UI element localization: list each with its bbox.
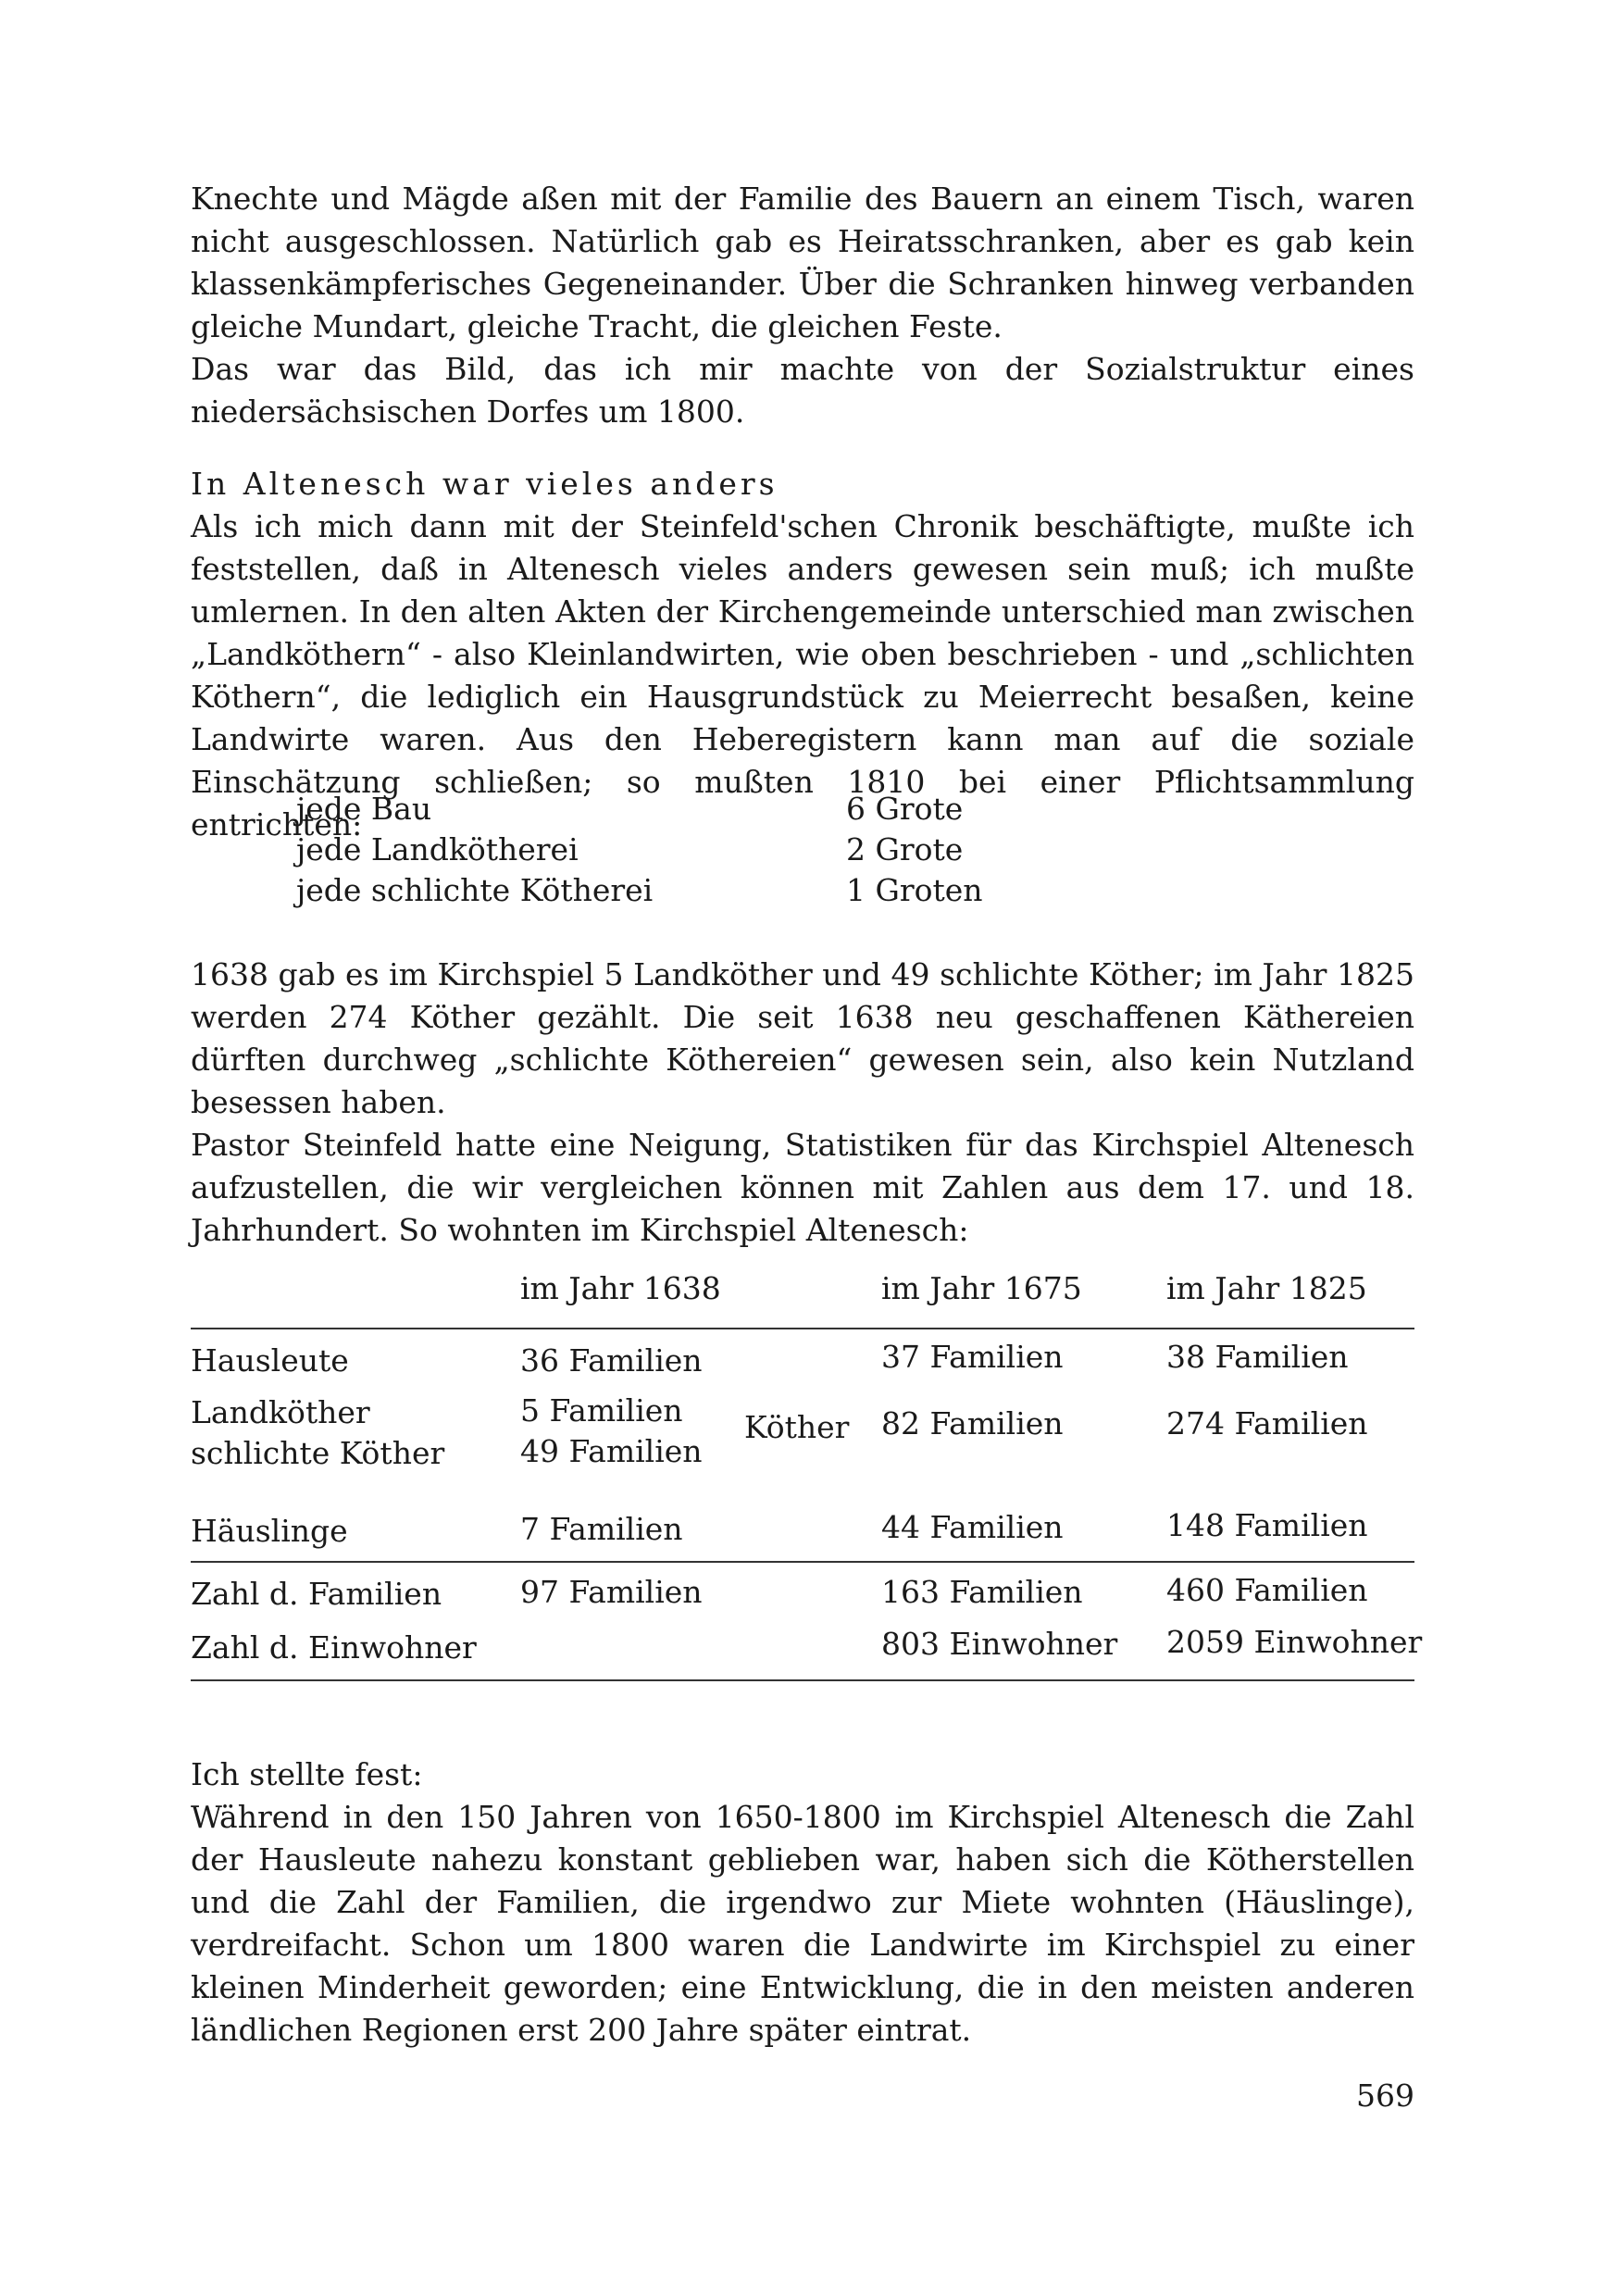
cell-hausleute-1675: 37 Familien — [881, 1339, 1064, 1375]
row-label-haeuslinge: Häuslinge — [191, 1513, 348, 1549]
row-label-hausleute: Hausleute — [191, 1342, 349, 1379]
paragraph-1: Knechte und Mägde aßen mit der Familie des Bauern an einem Tisch, waren nicht ausgeschlossen. Natürlich gab es Heiratsschranken, aber es gab kein klassenkämpferisches Gegeneinander. Über die Schranken hinweg verbanden gleiche Mundart, gleiche Tracht, die gleichen Feste. — [191, 181, 1414, 344]
cell-schlichte-1638: 49 Familien — [520, 1433, 703, 1469]
cell-hausleute-1638: 36 Familien — [520, 1342, 703, 1379]
paragraph-4: 1638 gab es im Kirchspiel 5 Landköther und 49 schlichte Köther; im Jahr 1825 werden 274 Köther gezählt. Die seit 1638 neu geschaffenen Käthereien dürften durchweg „schlichte Köthereien“ gewesen sein, also kein Nutzland besessen haben. — [191, 956, 1414, 1120]
cell-haeuslinge-1638: 7 Familien — [520, 1511, 683, 1547]
paragraph-5: Pastor Steinfeld hatte eine Neigung, Statistiken für das Kirchspiel Altenesch aufzustellen, die wir vergleichen können mit Zahlen aus dem 17. und 18. Jahrhundert. So wohnten im Kirchspiel Altenesch: — [191, 1127, 1414, 1248]
paragraph-group-1 — [191, 178, 1414, 433]
dues-label: jede schlichte Kötherei — [296, 872, 654, 908]
cell-einwohner-1675: 803 Einwohner — [881, 1626, 1118, 1662]
table-header-1638: im Jahr 1638 — [520, 1270, 721, 1306]
paragraph-group-3 — [191, 954, 1414, 1252]
row-label-koether: Köther — [744, 1409, 850, 1445]
dues-amount: 2 Grote — [846, 831, 964, 867]
row-label-schlichte: schlichte Köther — [191, 1435, 445, 1471]
table-rule-middle — [191, 1561, 1414, 1563]
dues-label: jede Bau — [296, 791, 432, 827]
cell-familien-1675: 163 Familien — [881, 1574, 1083, 1610]
paragraph-7: Während in den 150 Jahren von 1650-1800 im Kirchspiel Altenesch die Zahl der Hausleute nahezu konstant geblieben war, haben sich die Kötherstellen und die Zahl der Familien, die irgendwo zur Miete wohnten (Häuslinge), verdreifacht. Schon um 1800 waren die Landwirte im Kirchspiel zu einer kleinen Minderheit geworden; eine Entwicklung, die in den meisten anderen ländlichen Regionen erst 200 Jahre später eintrat. — [191, 1799, 1414, 2048]
row-label-einwohner: Zahl d. Einwohner — [191, 1629, 477, 1666]
paragraph-3: Als ich mich dann mit der Steinfeld'schen Chronik beschäftigte, mußte ich feststellen, daß in Altenesch vieles anders gewesen sein muß; ich mußte umlernen. In den alten Akten der Kirchengemeinde unterschied man zwischen „Landköthern“ - also Kleinlandwirten, wie oben beschrieben - und „schlichten Köthern“, die lediglich ein Hausgrundstück zu Meierrecht besaßen, keine Landwirte waren. Aus den Heberegistern kann man auf die soziale Einschätzung schließen; so mußten 1810 bei einer Pflichtsammlung entrichten: — [191, 508, 1414, 842]
cell-haeuslinge-1675: 44 Familien — [881, 1509, 1064, 1545]
cell-einwohner-1825: 2059 Einwohner — [1166, 1624, 1423, 1660]
table-rule-bottom — [191, 1679, 1414, 1681]
paragraph-2: Das war das Bild, das ich mir machte von der Sozialstruktur eines niedersächsischen Dorfes um 1800. — [191, 351, 1414, 430]
cell-landkoether-1638: 5 Familien — [520, 1392, 683, 1429]
table-rule-top — [191, 1328, 1414, 1329]
dues-label: jede Landkötherei — [296, 831, 579, 867]
paragraph-group-4 — [191, 1753, 1414, 2052]
population-table — [191, 1268, 1423, 1685]
cell-hausleute-1825: 38 Familien — [1166, 1339, 1349, 1375]
dues-amount: 6 Grote — [846, 791, 964, 827]
cell-familien-1638: 97 Familien — [520, 1574, 703, 1610]
row-label-landkoether: Landköther — [191, 1394, 370, 1430]
dues-amount: 1 Groten — [846, 872, 983, 908]
table-header-1825: im Jahr 1825 — [1166, 1270, 1367, 1306]
cell-familien-1825: 460 Familien — [1166, 1572, 1368, 1608]
section-heading: In Altenesch war vieles anders — [191, 466, 779, 502]
row-label-familien: Zahl d. Familien — [191, 1576, 442, 1612]
cell-koether-1675: 82 Familien — [881, 1405, 1064, 1441]
page-number: 569 — [1356, 2078, 1414, 2114]
paragraph-6: Ich stellte fest: — [191, 1756, 423, 1792]
cell-haeuslinge-1825: 148 Familien — [1166, 1507, 1368, 1543]
table-header-1675: im Jahr 1675 — [881, 1270, 1082, 1306]
cell-koether-1825: 274 Familien — [1166, 1405, 1368, 1441]
